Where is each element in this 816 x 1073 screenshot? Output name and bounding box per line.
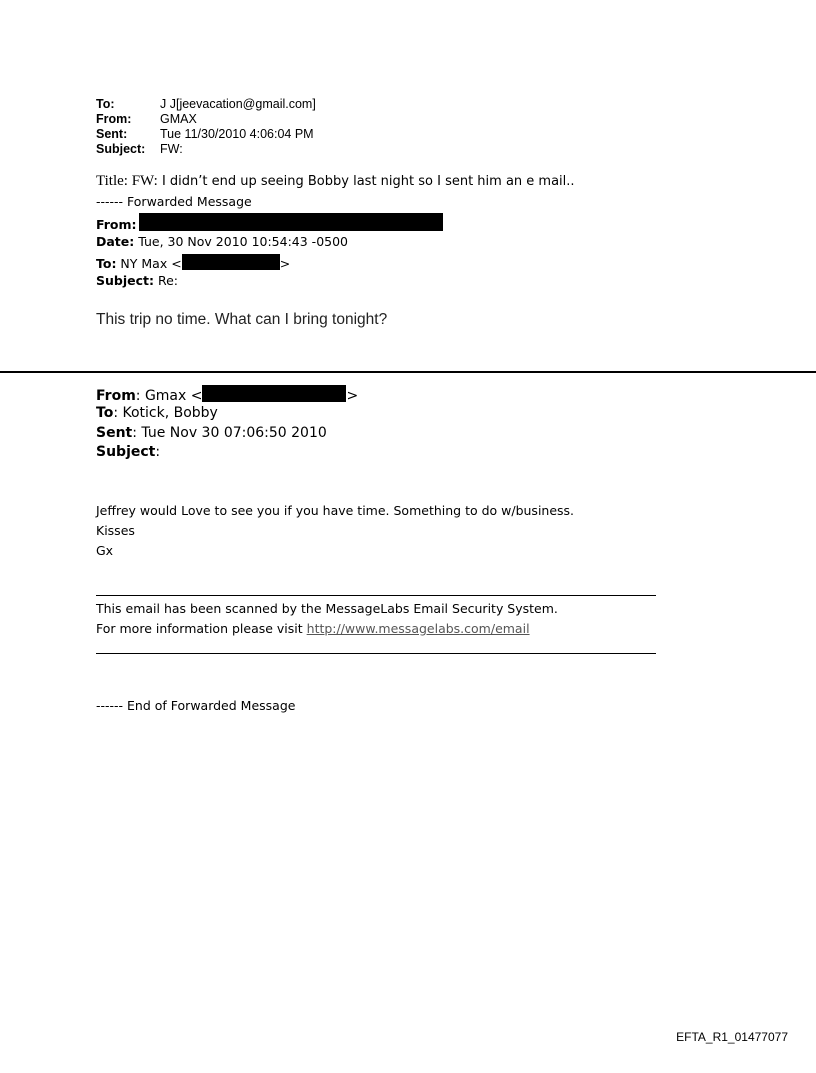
body-line: Jeffrey would Love to see you if you have time. Something to do w/business. <box>96 503 575 518</box>
body-line: Kisses <box>96 523 135 538</box>
forward-from-row <box>96 213 443 232</box>
forward-date-value: Tue, 30 Nov 2010 10:54:43 -0500 <box>134 234 349 249</box>
redaction-box <box>202 385 346 402</box>
original-to-label: To <box>96 405 114 421</box>
forward-from-label: From: <box>96 217 137 232</box>
forwarded-message-end: ------ End of Forwarded Message <box>96 698 296 713</box>
header-to-value: J J[jeevacation@gmail.com] <box>160 97 316 111</box>
disclaimer-line2 <box>96 621 530 636</box>
disclaimer-line1: This email has been scanned by the MessageLabs Email Security System. <box>96 601 558 616</box>
original-sent-label: Sent <box>96 425 133 441</box>
redaction-box <box>182 254 280 270</box>
disclaimer-bottom-rule <box>96 653 656 654</box>
footer-document-id: EFTA_R1_01477077 <box>676 1030 788 1044</box>
header-subject-value: FW: <box>160 142 183 156</box>
original-sent-value: : Tue Nov 30 07:06:50 2010 <box>132 425 327 441</box>
original-sent-row <box>96 425 327 441</box>
original-from-label: From <box>96 388 136 404</box>
original-subject-row <box>96 444 160 460</box>
original-to-row <box>96 405 218 421</box>
reply-body: This trip no time. What can I bring tonight? <box>96 311 388 328</box>
header-from-value: GMAX <box>160 112 197 126</box>
original-from-value-post: > <box>346 388 359 404</box>
header-sent-label: Sent: <box>96 127 128 141</box>
header-from-label: From: <box>96 112 132 126</box>
forward-date-label: Date: <box>96 234 135 249</box>
original-from-row <box>96 385 358 404</box>
original-to-value: : Kotick, Bobby <box>113 405 218 421</box>
title-line <box>96 173 575 190</box>
forward-to-value-pre: NY Max < <box>116 256 182 271</box>
redaction-box <box>139 213 443 231</box>
disclaimer-line2-text: For more information please visit <box>96 621 307 636</box>
forward-subject-row <box>96 273 178 288</box>
forward-to-value-post: > <box>279 256 291 271</box>
disclaimer-top-rule <box>96 595 656 596</box>
forward-date-row <box>96 234 348 249</box>
original-subject-value: : <box>155 444 161 460</box>
separator-line <box>0 371 816 373</box>
title-text: I didn’t end up seeing Bobby last night so I sent him an e mail.. <box>157 174 575 189</box>
original-subject-label: Subject <box>96 444 156 460</box>
original-from-value-pre: : Gmax < <box>135 388 203 404</box>
forward-subject-value: Re: <box>154 273 178 288</box>
forward-to-row <box>96 254 290 271</box>
header-to-label: To: <box>96 97 115 111</box>
header-subject-label: Subject: <box>96 142 146 156</box>
forward-subject-label: Subject: <box>96 273 154 288</box>
forwarded-message-start: ------ Forwarded Message <box>96 194 252 209</box>
header-sent-value: Tue 11/30/2010 4:06:04 PM <box>160 127 314 141</box>
forward-to-label: To: <box>96 256 117 271</box>
messagelabs-link[interactable]: http://www.messagelabs.com/email <box>306 621 530 636</box>
body-line: Gx <box>96 543 114 558</box>
title-label: Title: FW: <box>96 173 158 189</box>
